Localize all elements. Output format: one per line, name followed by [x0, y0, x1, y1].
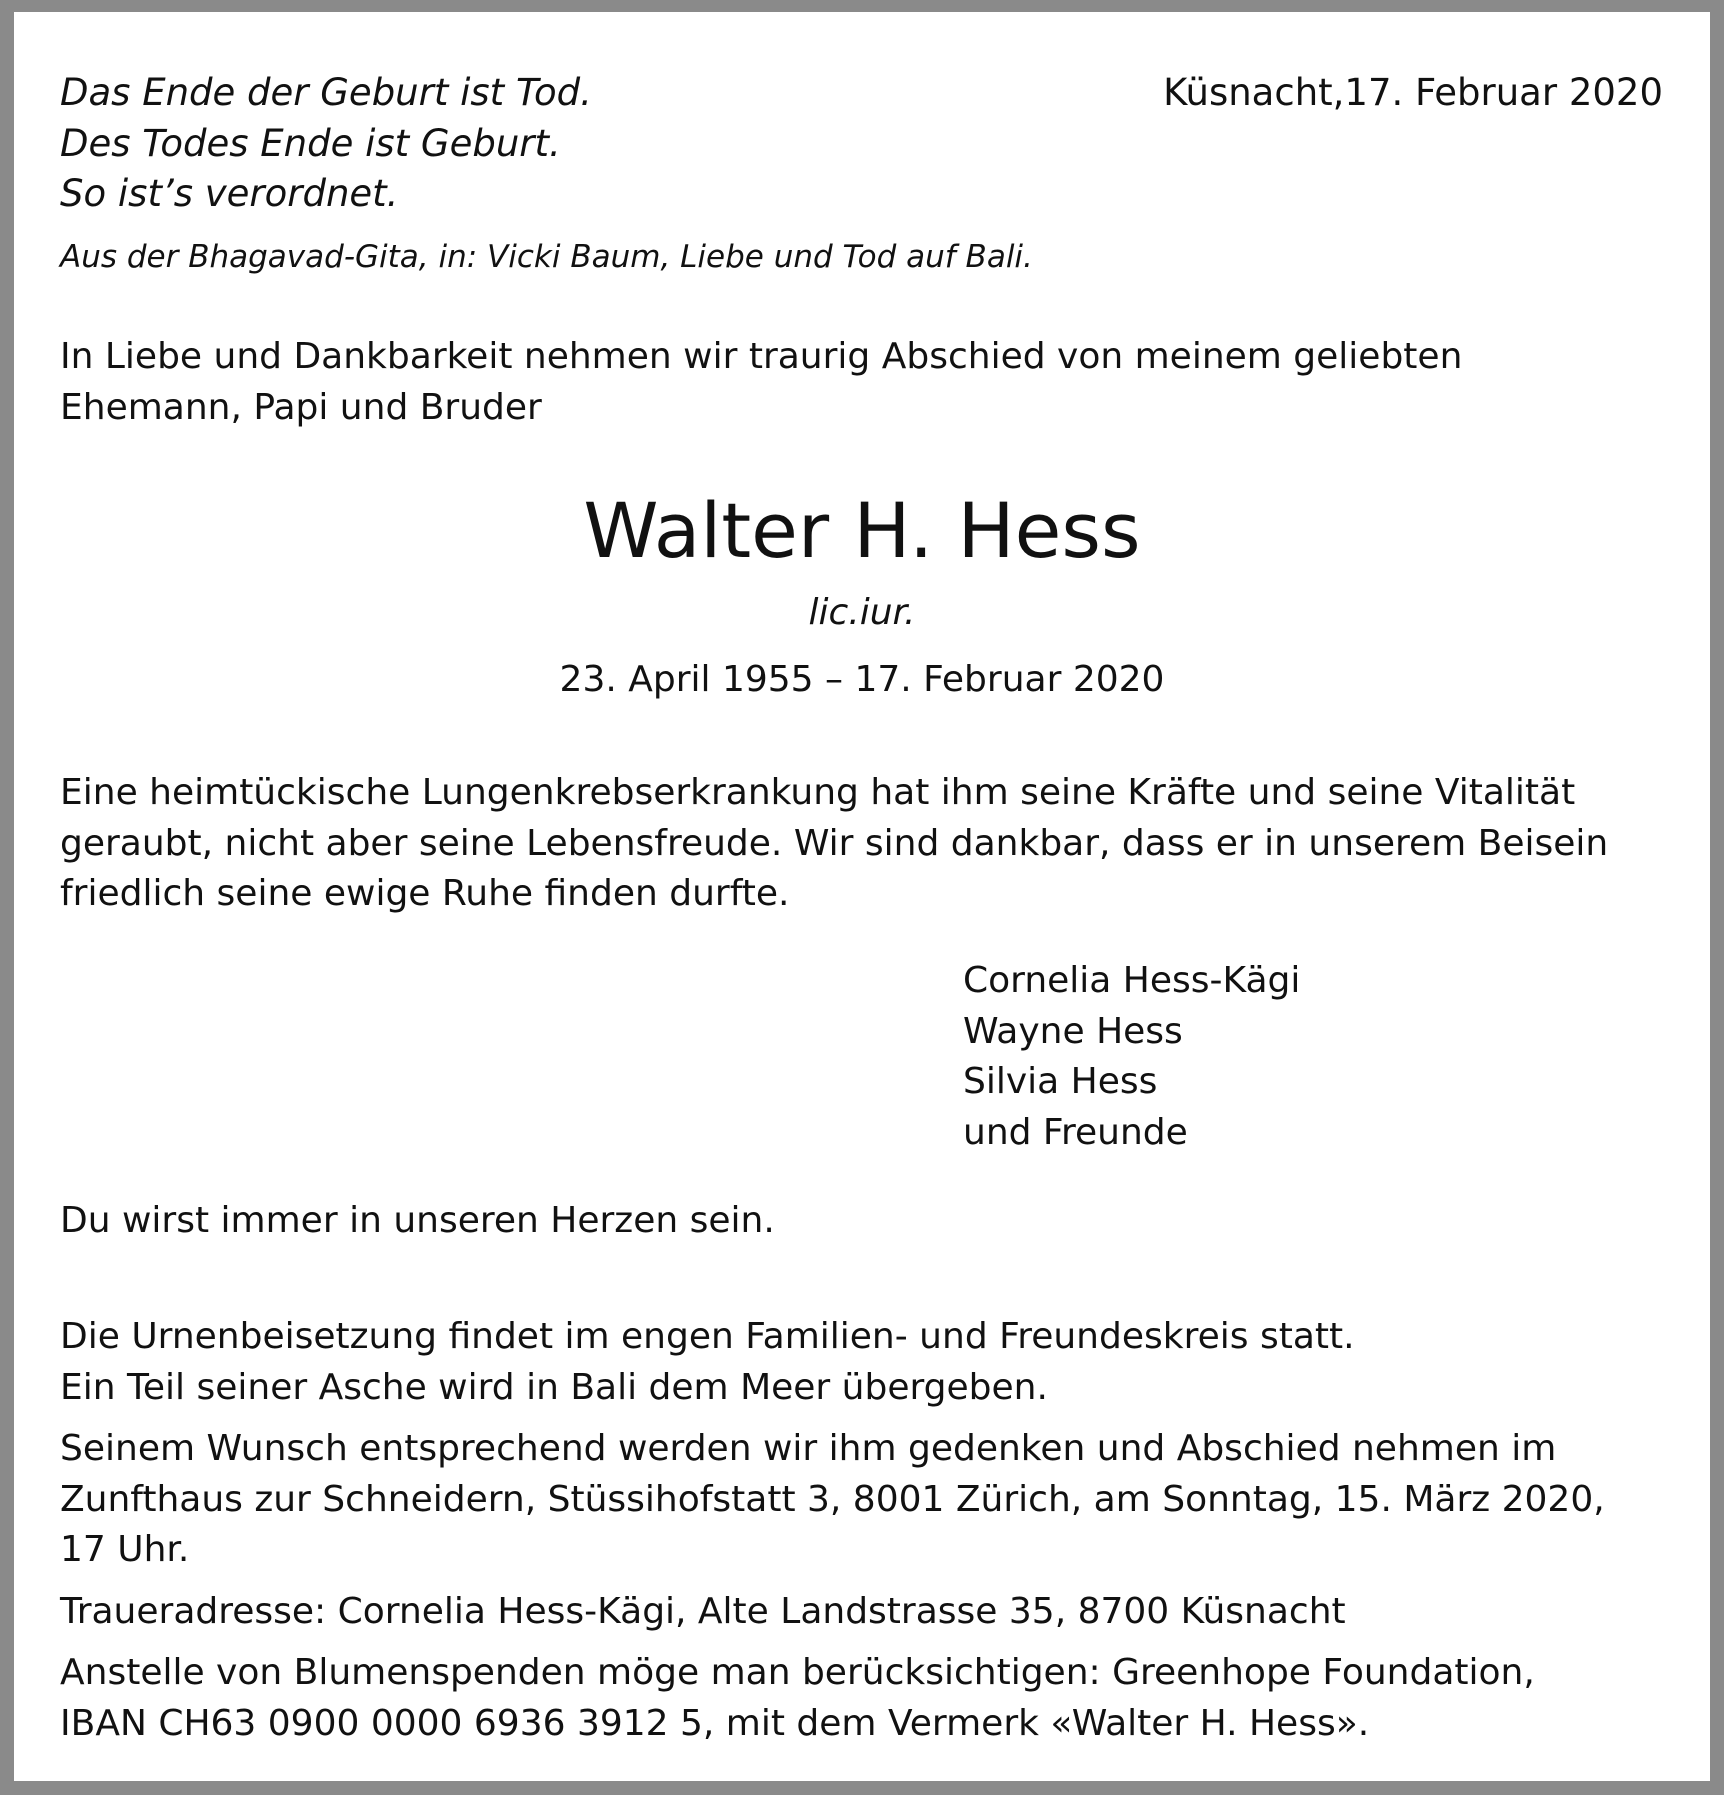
- body-text: [60, 768, 1608, 920]
- intro-text: [60, 331, 1462, 433]
- intro-line: In Liebe und Dankbarkeit nehmen wir traurig Abschied von meinem geliebten: [60, 336, 1463, 377]
- memorial-line: Seinem Wunsch entsprechend werden wir ihm gedenken und Abschied nehmen im: [60, 1428, 1557, 1469]
- signatory: Wayne Hess: [963, 1010, 1183, 1052]
- obituary-page: [14, 12, 1710, 1781]
- signatory: und Freunde: [963, 1111, 1188, 1153]
- quote-source: Aus der Bhagavad-Gita, in: Vicki Baum, Liebe und Tod auf Bali.: [60, 239, 1033, 275]
- burial-line: Ein Teil seiner Asche wird in Bali dem Meer übergeben.: [60, 1366, 1048, 1408]
- body-line: geraubt, nicht aber seine Lebensfreude. Wir sind dankbar, dass er in unserem Beisein: [60, 822, 1609, 864]
- body-line: Eine heimtückische Lungenkrebserkrankung hat ihm seine Kräfte und seine Vitalität: [60, 772, 1576, 813]
- body-line: friedlich seine ewige Ruhe finden durfte.: [60, 873, 790, 914]
- signatory: Silvia Hess: [963, 1061, 1158, 1102]
- mourning-address: Traueradresse: Cornelia Hess-Kägi, Alte Landstrasse 35, 8700 Küsnacht: [60, 1590, 1346, 1632]
- quote-line: Das Ende der Geburt ist Tod.: [60, 71, 592, 114]
- memorial-line: 17 Uhr.: [60, 1529, 190, 1570]
- deceased-title: lic.iur.: [808, 592, 916, 633]
- burial-line: Die Urnenbeisetzung findet im engen Familien- und Freundeskreis statt.: [60, 1316, 1355, 1357]
- memorial-line: Zunfthaus zur Schneidern, Stüssihofstatt 3, 8001 Zürich, am Sonntag, 15. März 2020,: [60, 1478, 1605, 1520]
- funeral-info: [60, 1312, 1605, 1749]
- quote-line: So ist’s verordnet.: [60, 172, 399, 215]
- closing-line: Du wirst immer in unseren Herzen sein.: [60, 1200, 775, 1241]
- deceased-name: Walter H. Hess: [583, 486, 1141, 575]
- intro-line: Ehemann, Papi und Bruder: [60, 387, 542, 428]
- life-dates: 23. April 1955 – 17. Februar 2020: [559, 659, 1165, 700]
- quote-line: Des Todes Ende ist Geburt.: [60, 121, 561, 165]
- signatories: [963, 956, 1300, 1158]
- donation-line: Anstelle von Blumenspenden möge man berücksichtigen: Greenhope Foundation,: [60, 1652, 1535, 1693]
- donation-line: IBAN CH63 0900 0000 6936 3912 5, mit dem Vermerk «Walter H. Hess».: [60, 1702, 1370, 1744]
- signatory: Cornelia Hess-Kägi: [963, 960, 1301, 1001]
- place-date: Küsnacht,17. Februar 2020: [1163, 71, 1663, 114]
- quote: [60, 68, 592, 220]
